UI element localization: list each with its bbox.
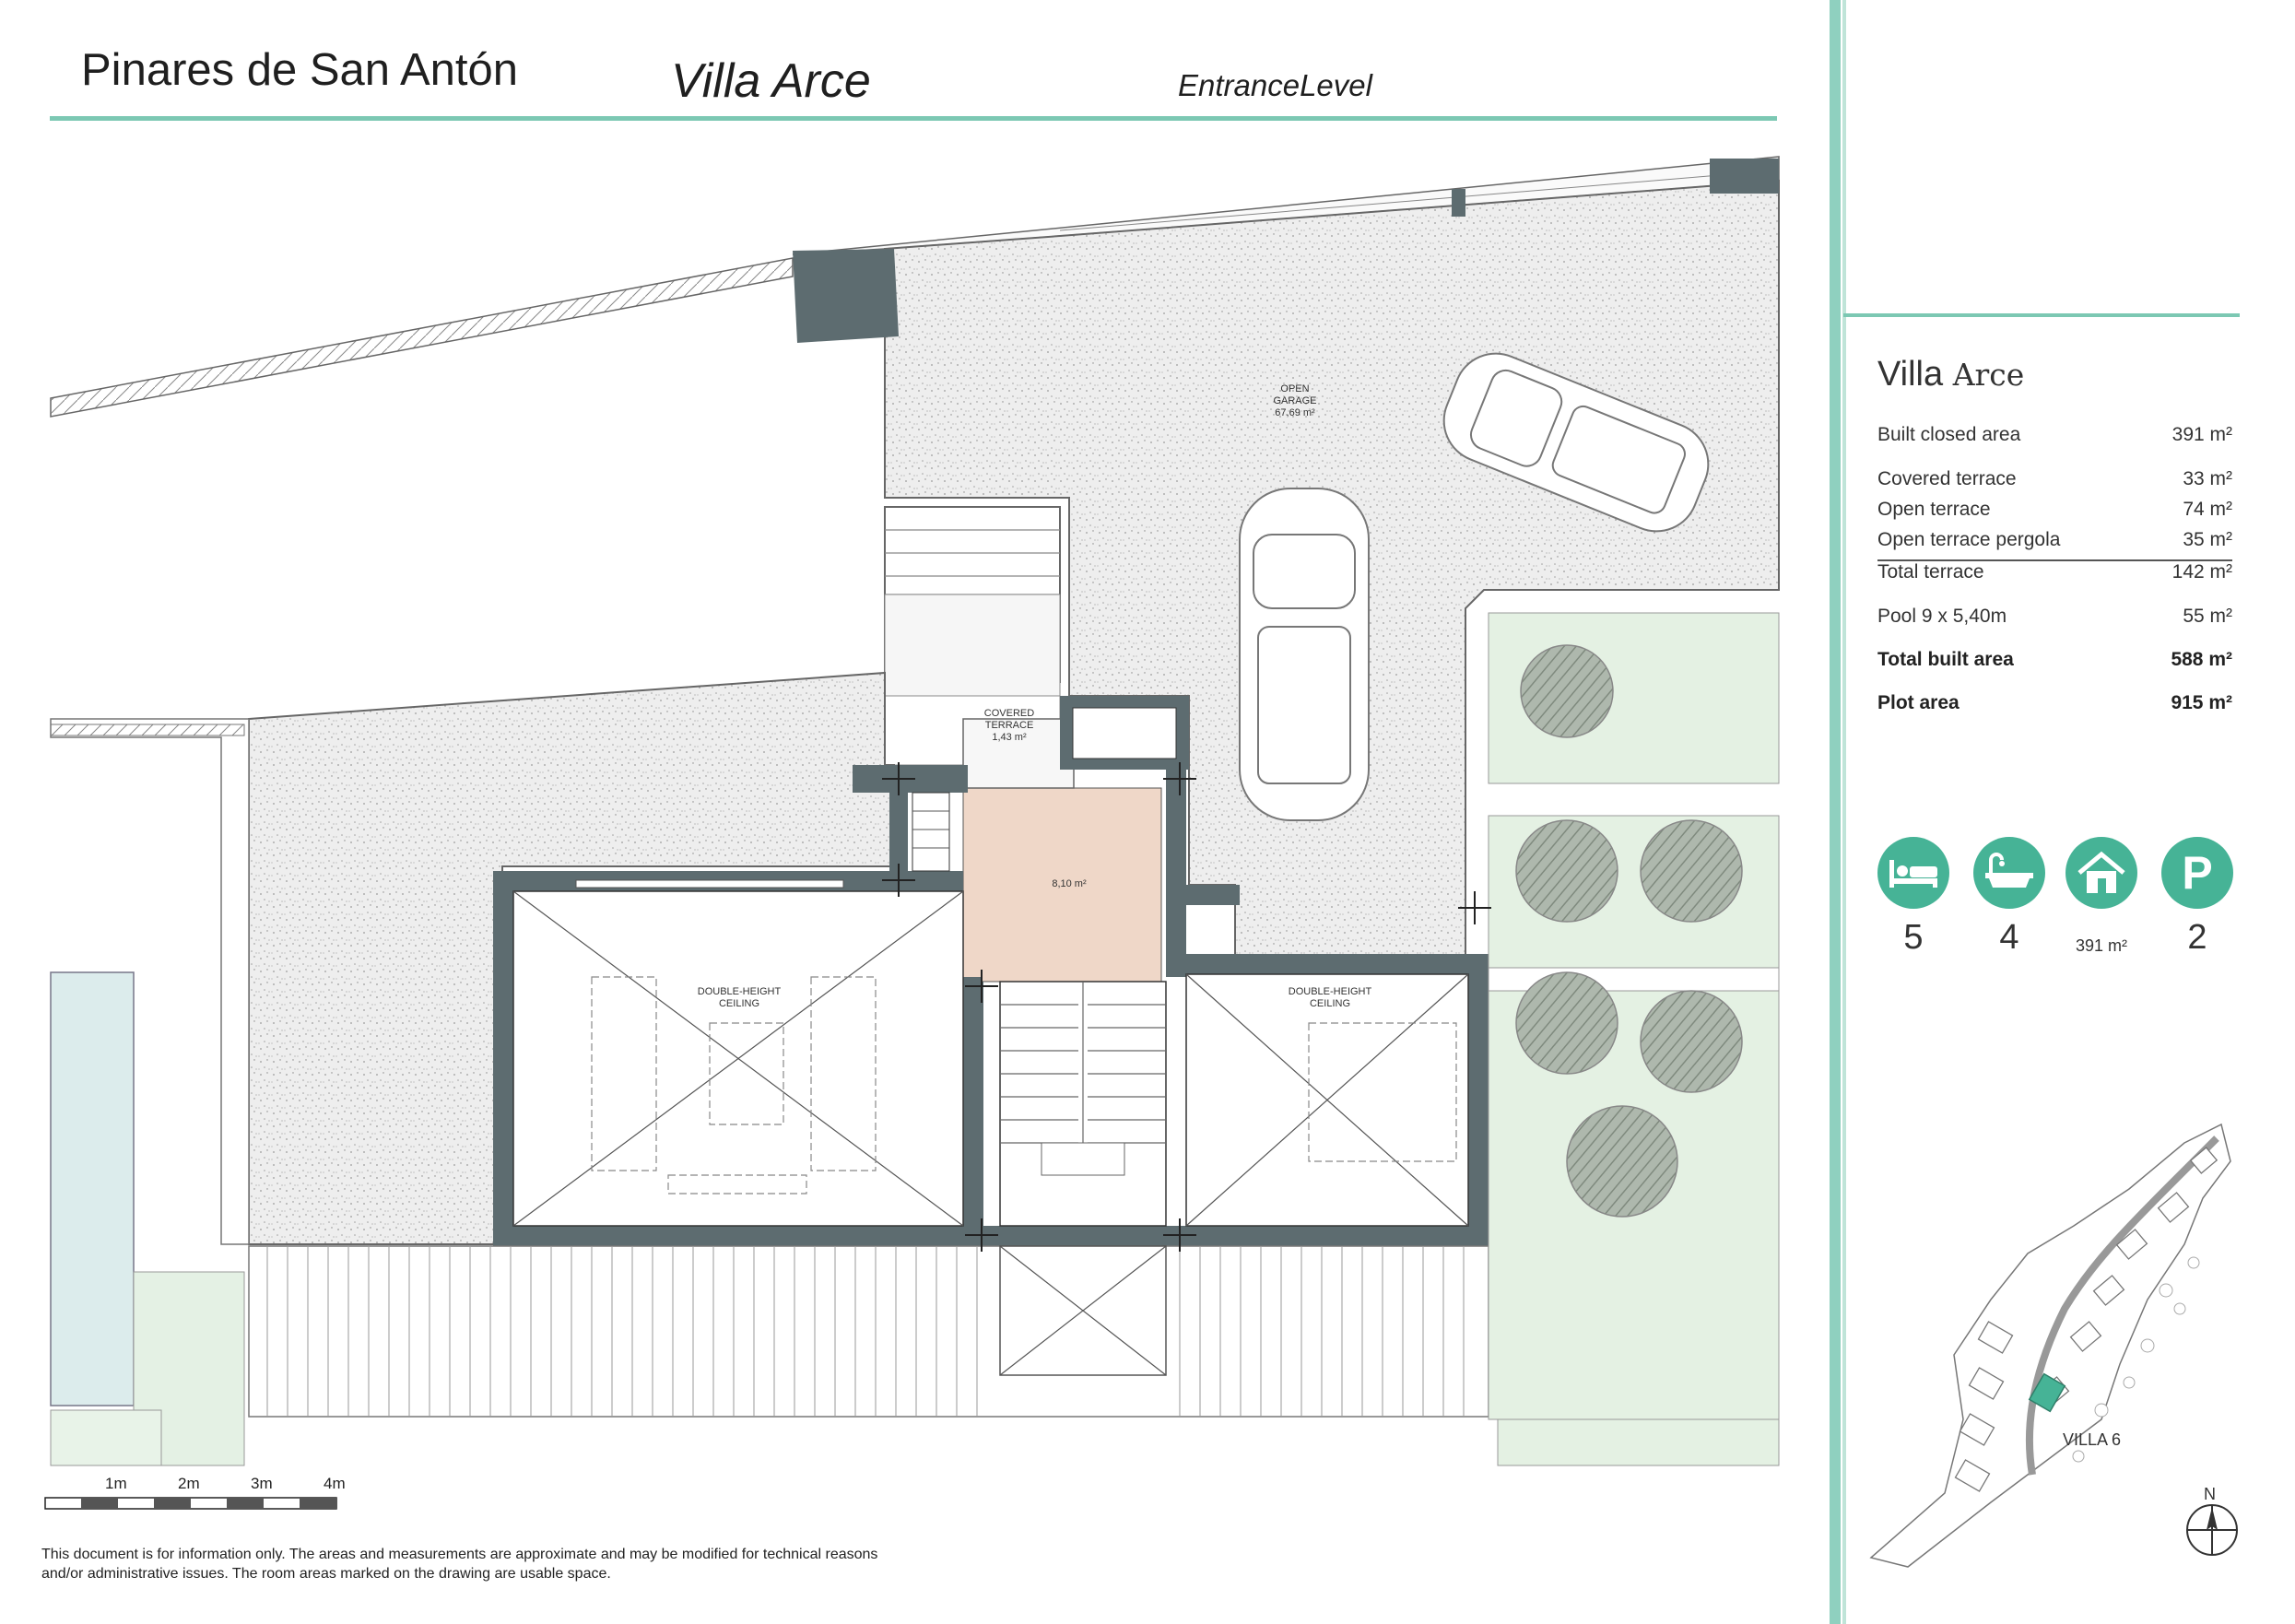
area-value: 74 m²: [2183, 499, 2232, 520]
level-title: EntranceLevel: [1178, 68, 1372, 102]
area-value: 391 m²: [2171, 424, 2232, 445]
sidebar-top-rule: [1843, 313, 2240, 317]
bathrooms-count: 4: [1999, 918, 2019, 957]
area-row-covered-terrace: [1877, 468, 2232, 499]
area-value: 33 m²: [2183, 468, 2232, 489]
area-row-pool: [1877, 606, 2232, 636]
disclaimer: This document is for information only. The areas and measurements are approximate and may be modified for technical reasons and/or administrative issues. The room areas marked on the drawing are usable space.: [41, 1547, 878, 1582]
site-villa-label: VILLA 6: [2063, 1430, 2122, 1449]
bedrooms-count: 5: [1903, 918, 1924, 957]
covered-terrace-label-1: COVERED: [983, 708, 1035, 719]
bed-icon: [1877, 837, 1949, 909]
sidebar-accent-bar-light: [1842, 0, 1846, 1624]
area-row-total-terrace: [1877, 561, 2232, 592]
pergola-terrace: [249, 1246, 1489, 1417]
pool: [51, 972, 134, 1406]
north-label: N: [2204, 1485, 2216, 1503]
area-label: Covered terrace: [1877, 468, 2017, 489]
area-label: Total built area: [1877, 649, 2014, 670]
ceiling-left-label-2: CEILING: [718, 998, 760, 1009]
area-row-plot: [1877, 692, 2232, 723]
area-label: Open terrace: [1877, 499, 1991, 520]
scale-bar-graphic: [44, 1497, 348, 1515]
area-label: Built closed area: [1877, 424, 2021, 445]
villa-word: Villa: [1877, 355, 1944, 394]
area-value: 915 m²: [2171, 692, 2232, 713]
ceiling-left-label-1: DOUBLE-HEIGHT: [697, 986, 782, 997]
scale-label-1m: 1m: [105, 1475, 127, 1492]
villa-title: Villa Arce: [671, 54, 871, 108]
bath-icon: [1973, 837, 2045, 909]
built-area-value: 391 m²: [2075, 936, 2128, 955]
scale-label-4m: 4m: [324, 1475, 346, 1492]
parking-icon: P: [2161, 837, 2233, 909]
area-row-open-terrace-pergola: [1877, 529, 2232, 561]
covered-terrace-area: 1,43 m²: [992, 732, 1027, 743]
area-label: Total terrace: [1877, 561, 1984, 583]
site-map: [1853, 1088, 2240, 1622]
area-label: Open terrace pergola: [1877, 529, 2061, 550]
area-value: 55 m²: [2183, 606, 2232, 627]
ceiling-right-label-1: DOUBLE-HEIGHT: [1288, 986, 1372, 997]
parking-count: 2: [2187, 918, 2207, 957]
area-row-total-built: [1877, 649, 2232, 679]
area-value: 35 m²: [2183, 529, 2232, 550]
villa-name-text: Arce: [1952, 357, 2025, 393]
car-lower: [1240, 488, 1369, 820]
area-table: [1877, 424, 2232, 723]
garage-area-label: 67,69 m²: [1275, 407, 1315, 418]
garage-label-1: OPEN: [1280, 383, 1310, 394]
area-value: 588 m²: [2171, 649, 2232, 670]
sidebar-accent-bar: [1830, 0, 1841, 1624]
covered-terrace-label-2: TERRACE: [984, 720, 1034, 731]
area-value: 142 m²: [2171, 561, 2232, 583]
area-row-built-closed: [1877, 424, 2232, 454]
area-label: Pool 9 x 5,40m: [1877, 606, 2007, 627]
area-label: Plot area: [1877, 692, 1960, 713]
ceiling-right-label-2: CEILING: [1309, 998, 1351, 1009]
scale-label-3m: 3m: [251, 1475, 273, 1492]
scale-label-2m: 2m: [178, 1475, 200, 1492]
hall-area-label: 8,10 m²: [1052, 878, 1087, 889]
area-row-open-terrace: [1877, 499, 2232, 529]
garage-label-2: GARAGE: [1273, 395, 1317, 406]
house-icon: [2066, 837, 2137, 909]
project-title: Pinares de San Antón: [81, 45, 519, 95]
villa-name: [1877, 355, 2024, 394]
